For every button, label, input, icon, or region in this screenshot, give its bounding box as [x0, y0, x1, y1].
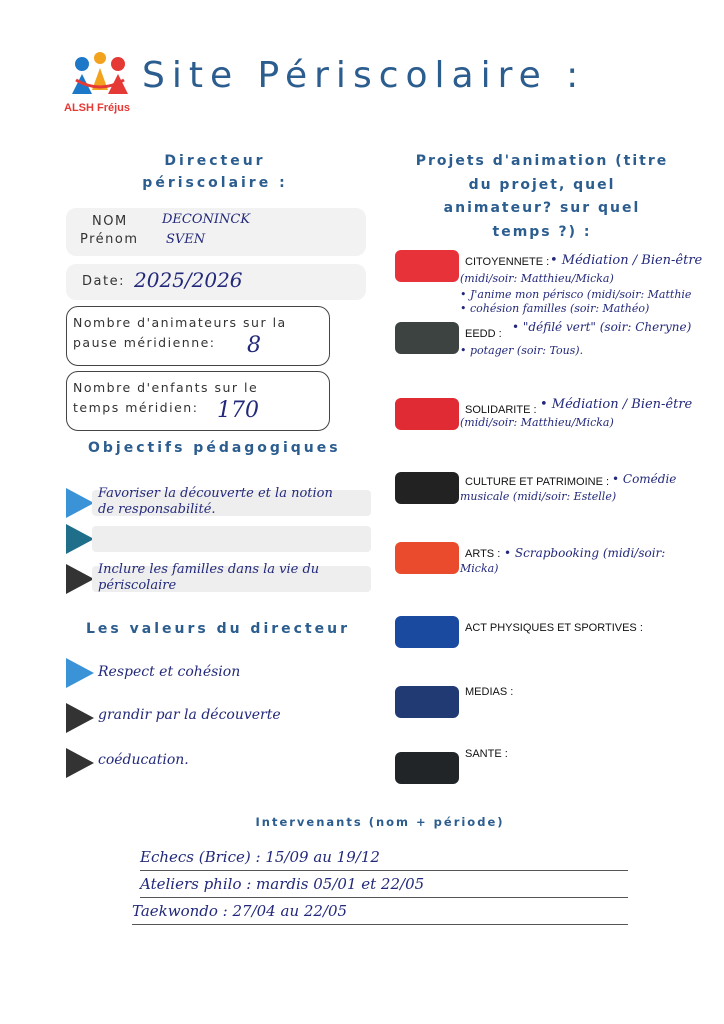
directeur-heading-line1: Directeur — [164, 153, 266, 169]
date-box — [66, 264, 366, 300]
category-swatch — [395, 322, 459, 354]
category-note: Micka) — [460, 562, 499, 575]
valeur-item — [66, 748, 371, 778]
category-label: EEDD : — [465, 328, 502, 340]
category-label: SANTE : — [465, 748, 508, 760]
arrow-icon — [66, 564, 94, 594]
logo-text: ALSH Fréjus — [64, 102, 131, 114]
category-swatch — [395, 398, 459, 430]
category-swatch — [395, 752, 459, 784]
category-note: • Scrapbooking (midi/soir: — [504, 546, 666, 560]
arrow-icon — [66, 658, 94, 688]
objectif-item — [66, 524, 371, 554]
projets-heading-line2: du projet, quel — [468, 176, 616, 193]
objectif-line2: de responsabilité. — [98, 502, 216, 517]
arrow-icon — [66, 524, 94, 554]
date-value: 2025/2026 — [134, 268, 243, 292]
date-label: Date: — [82, 274, 125, 289]
category-label: CITOYENNETE : — [465, 256, 550, 268]
category-label: MEDIAS : — [465, 686, 514, 698]
arrow-icon — [66, 488, 94, 518]
nom-value: DECONINCK — [162, 212, 251, 227]
enfants-label-1: Nombre d'enfants sur le — [73, 380, 259, 395]
arrow-icon — [66, 748, 94, 778]
category-note: • J'anime mon périsco (midi/soir: Matthie — [460, 288, 692, 301]
category-label: SOLIDARITE : — [465, 404, 537, 416]
objectif-item — [66, 488, 371, 518]
valeur-text: grandir par la découverte — [98, 707, 281, 723]
category-swatch — [395, 686, 459, 718]
projets-heading-line4: temps ?) : — [492, 223, 592, 240]
valeurs-heading: Les valeurs du directeur — [86, 621, 351, 637]
category-note: • Médiation / Bien-être — [540, 397, 693, 412]
objectif-item — [66, 564, 371, 594]
category-label: ACT PHYSIQUES ET SPORTIVES : — [465, 622, 643, 634]
category-note: • Comédie — [612, 472, 677, 486]
category-label: CULTURE ET PATRIMOINE : — [465, 476, 610, 488]
intervenant-line: Ateliers philo : mardis 05/01 et 22/05 — [140, 875, 628, 898]
category-note: • potager (soir: Tous). — [460, 344, 584, 357]
category-note: (midi/soir: Matthieu/Micka) — [460, 272, 614, 285]
enfants-value: 170 — [217, 398, 259, 423]
directeur-heading — [80, 150, 350, 194]
directeur-heading-line2: périscolaire : — [142, 175, 288, 191]
category-note: (midi/soir: Matthieu/Micka) — [460, 416, 614, 429]
category-swatch — [395, 472, 459, 504]
intervenants-heading: Intervenants (nom + période) — [255, 815, 505, 829]
objectif-line1: Inclure les familles dans la vie du — [98, 562, 320, 577]
nom-prenom-box — [66, 208, 366, 256]
objectif-line2: périscolaire — [98, 578, 177, 593]
category-swatch — [395, 542, 459, 574]
objectif-text — [98, 486, 333, 518]
valeur-text: coéducation. — [98, 752, 189, 768]
enfants-label-2: temps méridien: — [73, 400, 199, 415]
category-note: • cohésion familles (soir: Mathéo) — [460, 302, 650, 315]
projets-heading-line1: Projets d'animation (titre — [415, 153, 669, 169]
objectif-bar — [92, 526, 371, 552]
category-note: • Médiation / Bien-être — [550, 253, 703, 268]
animateurs-label-1: Nombre d'animateurs sur la — [73, 315, 287, 330]
intervenant-line: Echecs (Brice) : 15/09 au 19/12 — [140, 848, 628, 871]
valeur-item — [66, 658, 371, 688]
arrow-icon — [66, 703, 94, 733]
prenom-label: Prénom — [80, 232, 139, 247]
category-swatch — [395, 616, 459, 648]
nom-label: NOM — [92, 214, 128, 229]
intervenant-line: Taekwondo : 27/04 au 22/05 — [132, 902, 628, 925]
category-swatch — [395, 250, 459, 282]
objectif-line1: Favoriser la découverte et la notion — [98, 486, 333, 501]
valeur-text: Respect et cohésion — [98, 664, 241, 680]
category-label: ARTS : — [465, 548, 501, 560]
projets-heading — [392, 150, 692, 244]
page-title: Site Périscolaire : — [142, 55, 586, 96]
animateurs-box — [66, 306, 330, 366]
objectifs-heading: Objectifs pédagogiques — [88, 440, 341, 456]
animateurs-value: 8 — [247, 333, 261, 358]
category-note: musicale (midi/soir: Estelle) — [460, 490, 617, 503]
animateurs-label-2: pause méridienne: — [73, 335, 216, 350]
objectif-text — [98, 562, 319, 594]
prenom-value: SVEN — [166, 232, 206, 247]
category-note: • "défilé vert" (soir: Cheryne) — [512, 320, 692, 334]
projets-heading-line3: animateur? sur quel — [443, 200, 641, 216]
enfants-box — [66, 371, 330, 431]
valeur-item — [66, 703, 371, 733]
alsh-logo — [60, 50, 140, 120]
